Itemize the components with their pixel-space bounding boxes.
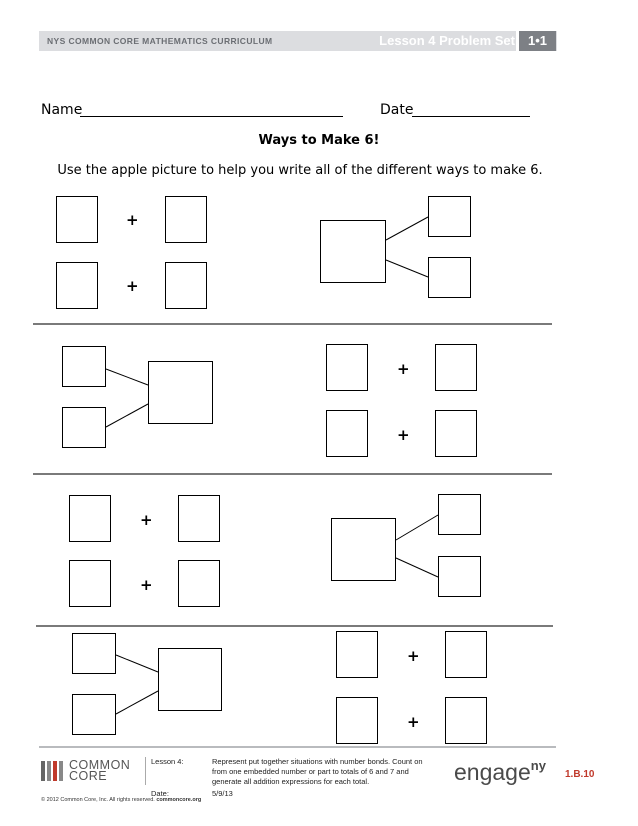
worksheet-title: Ways to Make 6! <box>258 133 380 148</box>
plus-sign: + <box>140 576 153 594</box>
lesson-title: Lesson 4 Problem Set <box>379 33 515 48</box>
addend-box[interactable] <box>69 560 111 607</box>
part-box[interactable] <box>72 694 116 735</box>
whole-box[interactable] <box>158 648 222 711</box>
lesson-code: 1•1 <box>519 31 556 51</box>
plus-sign: + <box>126 277 139 295</box>
addend-box[interactable] <box>326 344 368 391</box>
section-divider <box>36 625 553 627</box>
addend-box[interactable] <box>336 631 378 678</box>
copyright <box>41 797 201 803</box>
whole-box[interactable] <box>320 220 386 283</box>
part-box[interactable] <box>62 407 106 448</box>
part-box[interactable] <box>428 257 471 298</box>
addend-box[interactable] <box>326 410 368 457</box>
date-label: Date <box>380 102 414 118</box>
name-label: Name <box>41 102 83 118</box>
part-box[interactable] <box>428 196 471 237</box>
part-box[interactable] <box>72 633 116 674</box>
part-box[interactable] <box>438 556 481 597</box>
plus-sign: + <box>407 647 420 665</box>
curriculum-title: NYS COMMON CORE MATHEMATICS CURRICULUM <box>47 36 273 46</box>
brand-sup: ny <box>530 758 546 773</box>
whole-box[interactable] <box>331 518 396 581</box>
part-box[interactable] <box>438 494 481 535</box>
addend-box[interactable] <box>178 495 220 542</box>
addend-box[interactable] <box>445 697 487 744</box>
part-box[interactable] <box>62 346 106 387</box>
brand-text: engage <box>454 759 531 785</box>
footer-rule <box>39 746 556 748</box>
section-divider <box>33 323 552 325</box>
addend-box[interactable] <box>69 495 111 542</box>
whole-box[interactable] <box>148 361 213 424</box>
instructions: Use the apple picture to help you write all of the different ways to make 6. <box>57 163 543 178</box>
website-link[interactable]: commoncore.org <box>156 797 202 803</box>
plus-sign: + <box>397 360 410 378</box>
footer-date-label: Date: <box>151 789 169 798</box>
page-code: 1.B.10 <box>565 769 595 780</box>
addend-box[interactable] <box>445 631 487 678</box>
plus-sign: + <box>407 713 420 731</box>
common-core-logo-icon <box>41 761 65 781</box>
logo-text-core: CORE <box>69 769 108 783</box>
addend-box[interactable] <box>435 344 477 391</box>
plus-sign: + <box>397 426 410 444</box>
addend-box[interactable] <box>178 560 220 607</box>
footer-date-value: 5/9/13 <box>212 789 233 798</box>
footer-lesson-label: Lesson 4: <box>151 757 184 766</box>
engageny-logo <box>454 758 546 786</box>
section-divider <box>33 473 552 475</box>
footer-separator <box>145 757 146 785</box>
addend-box[interactable] <box>435 410 477 457</box>
copyright-text: © 2012 Common Core, Inc. All rights reserved. <box>41 797 155 803</box>
plus-sign: + <box>126 211 139 229</box>
logo-text-common: COMMON <box>69 758 131 772</box>
addend-box[interactable] <box>336 697 378 744</box>
plus-sign: + <box>140 511 153 529</box>
footer-lesson-description: Represent put together situations with number bonds. Count on from one embedded number or part to totals of 6 and 7 and generate all addition expressions for each total. <box>212 757 423 786</box>
